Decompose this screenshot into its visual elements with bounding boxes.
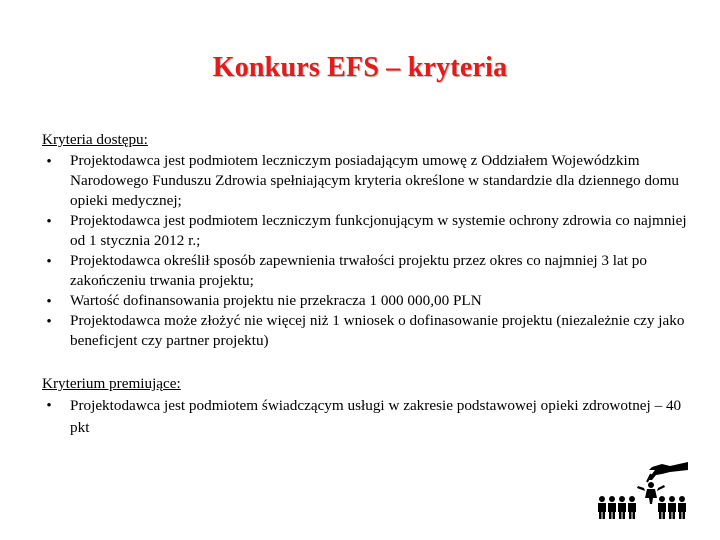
list-item <box>42 311 692 351</box>
access-criteria-heading: Kryteria dostępu: <box>42 131 148 148</box>
bullet-icon: • <box>46 313 52 330</box>
bullet-icon: • <box>46 253 52 270</box>
list-item <box>42 395 692 439</box>
list-item-text: Projektodawca jest podmiotem leczniczym posiadającym umowę z Oddziałem Wojewódzkim Narodowego Funduszu Zdrowia spełniającym kryteria określone w standardzie dla dziennego domu opieki medycznej; <box>70 152 680 209</box>
slide-content <box>42 129 692 439</box>
list-item <box>42 251 692 291</box>
access-criteria-list <box>42 151 692 351</box>
list-item <box>42 211 692 251</box>
bullet-icon: • <box>46 293 52 310</box>
slide-title: Konkurs EFS – kryteria <box>212 52 508 83</box>
list-item-text: Projektodawca może złożyć nie więcej niż 1 wniosek o dofinasowanie projektu (niezależnie czy jako beneficjent czy partner projektu) <box>70 312 685 349</box>
bonus-criterion-heading: Kryterium premiujące: <box>42 375 181 392</box>
people-hand-logo-icon <box>592 458 692 520</box>
bullet-icon: • <box>46 213 52 230</box>
bullet-icon: • <box>46 397 52 414</box>
list-item-text: Wartość dofinansowania projektu nie przekracza 1 000 000,00 PLN <box>70 292 482 309</box>
list-item-text: Projektodawca określił sposób zapewnienia trwałości projektu przez okres co najmniej 3 lat po zakończeniu trwania projektu; <box>70 252 647 289</box>
list-item <box>42 151 692 211</box>
list-item-text: Projektodawca jest podmiotem leczniczym funkcjonującym w systemie ochrony zdrowia co najmniej od 1 stycznia 2012 r.; <box>70 212 687 249</box>
list-item <box>42 291 692 311</box>
bonus-criterion-list <box>42 395 692 439</box>
list-item-text: Projektodawca jest podmiotem świadczącym usługi w zakresie podstawowej opieki zdrowotnej – 40 pkt <box>70 397 682 436</box>
bullet-icon: • <box>46 153 52 170</box>
